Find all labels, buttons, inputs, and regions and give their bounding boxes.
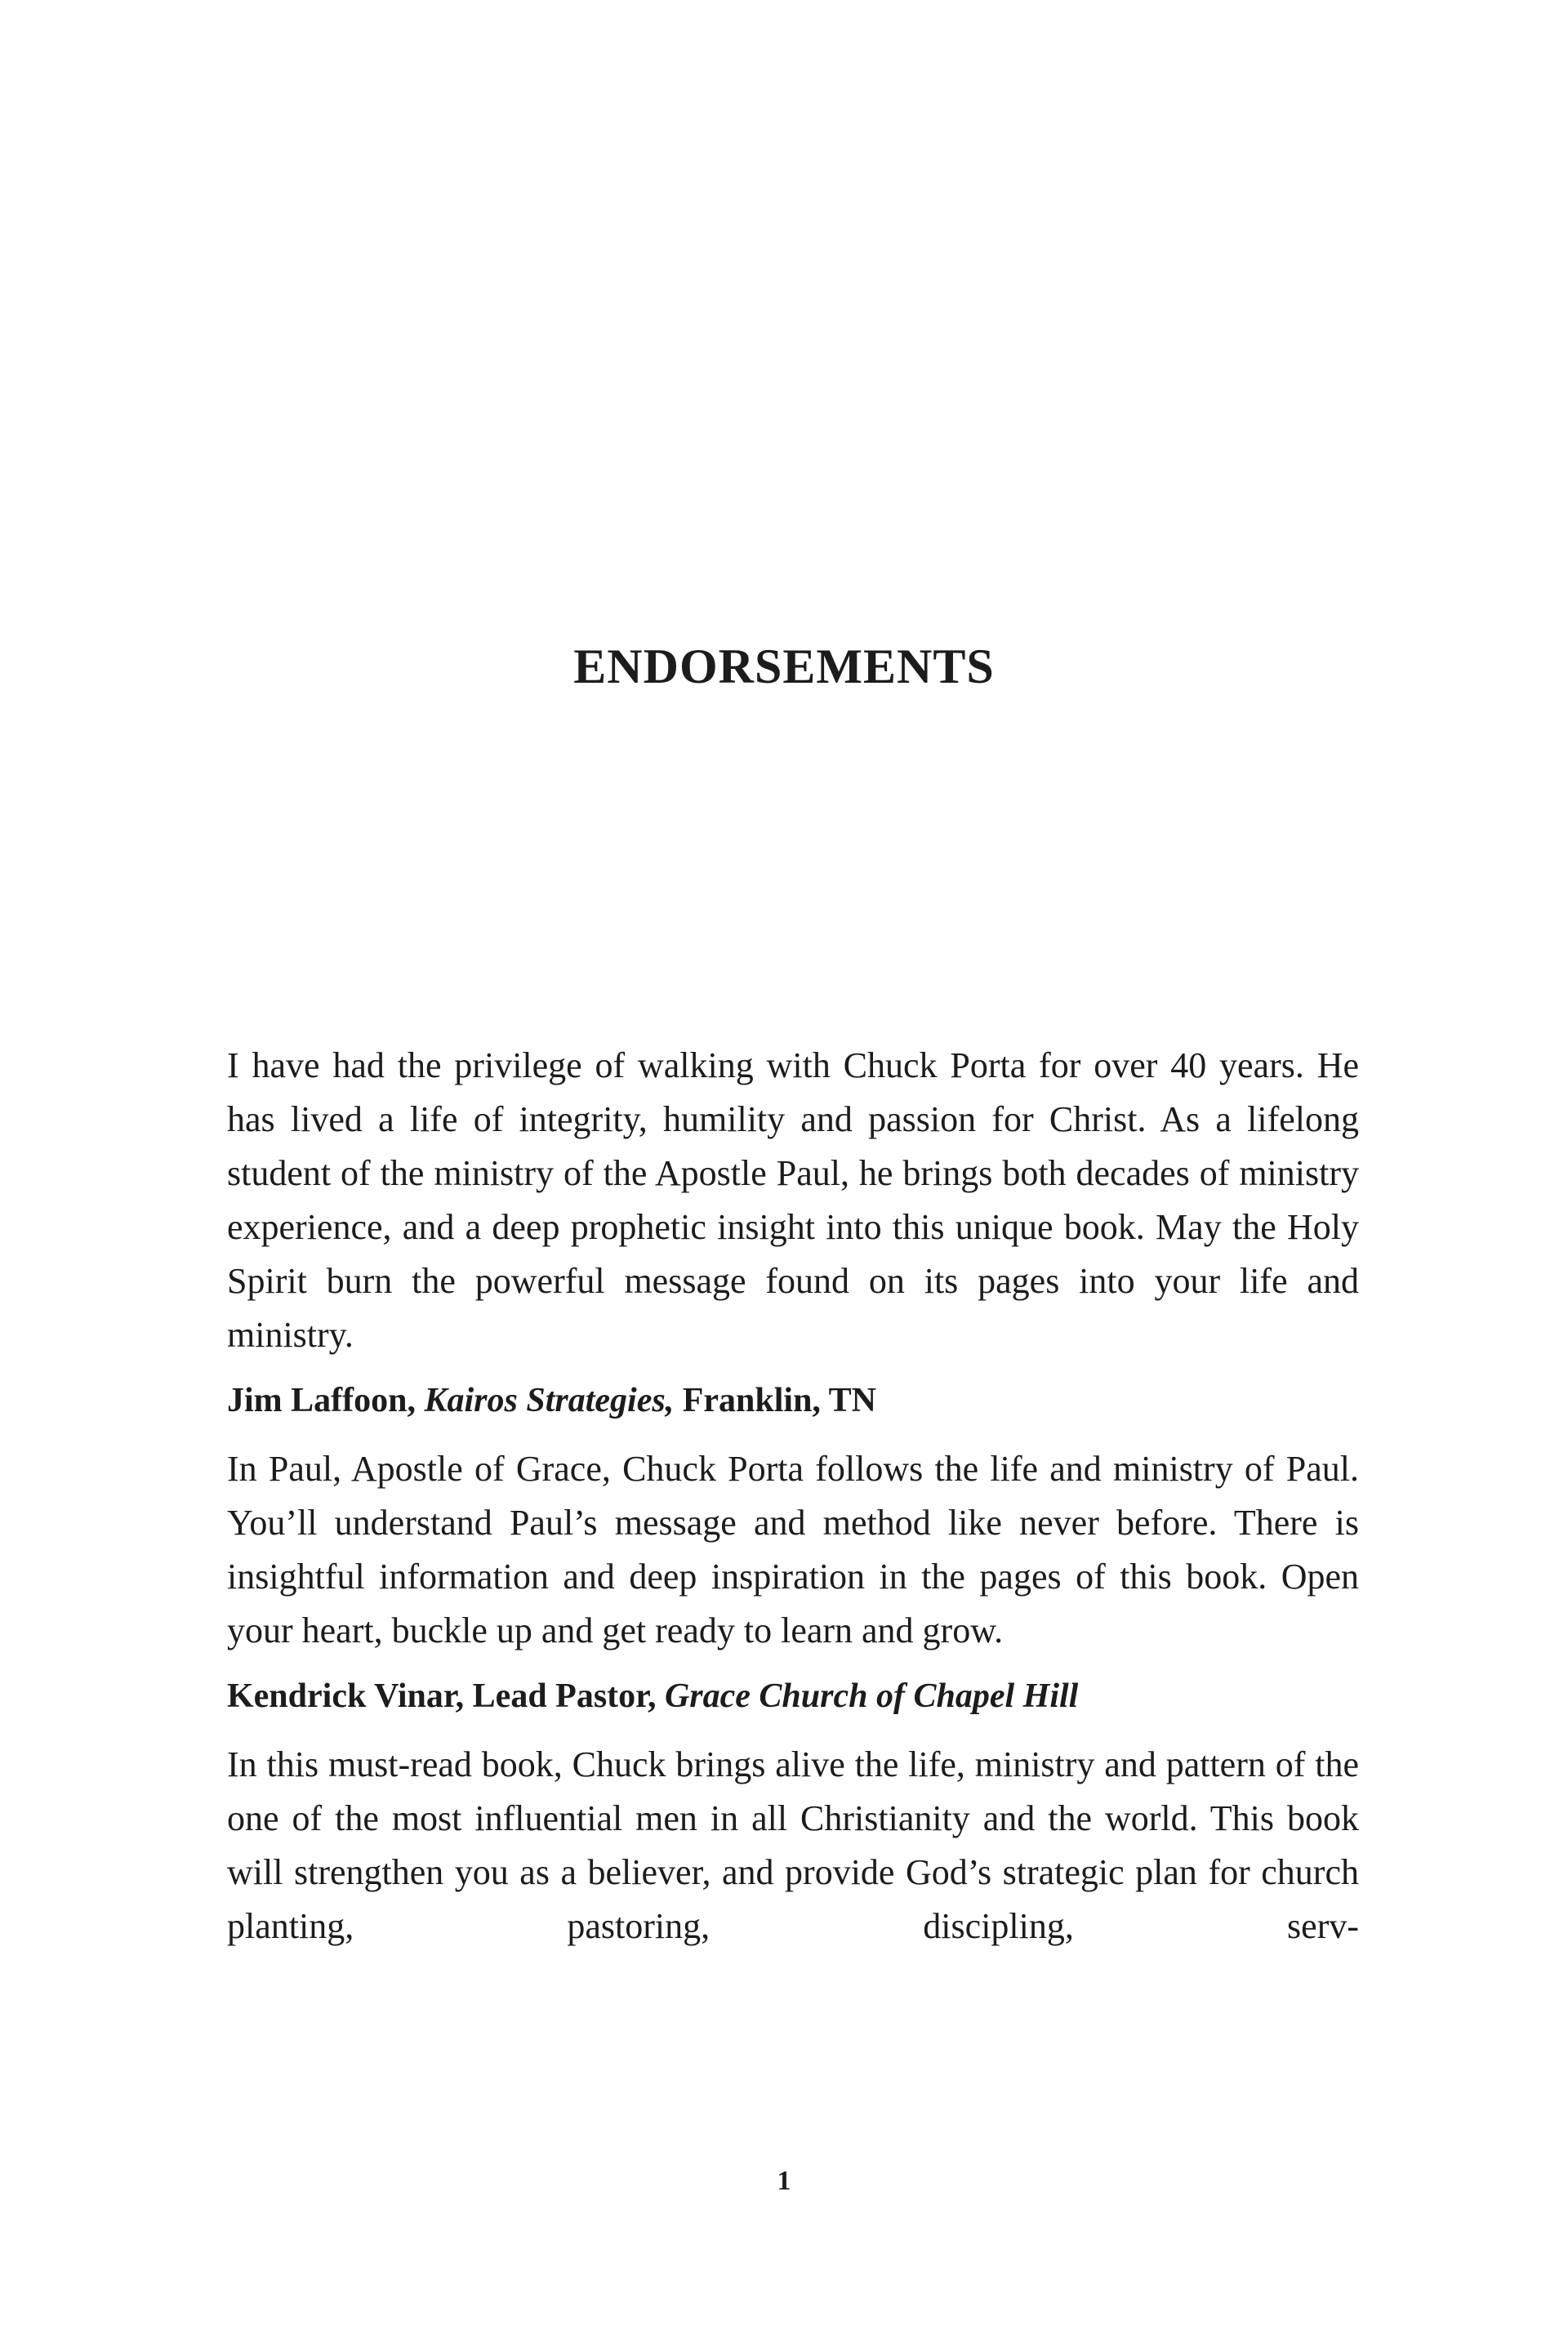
endorser-location: Franklin, TN — [682, 1382, 877, 1419]
endorsement-text: In this must-read book, Chuck brings alive the life, ministry and pattern of the one of the most influential men in all Christianity and the world. This book will strengthen you as a believer, and provide God’s strategic plan for church planting, pastoring, discipling, serv- — [227, 1744, 1359, 1946]
endorser-name: Jim Laffoon, — [227, 1382, 416, 1419]
endorser-organization: Kairos Strategies, — [424, 1382, 675, 1419]
page-title: ENDORSEMENTS — [573, 639, 995, 693]
endorsement-text: In Paul, Apostle of Grace, Chuck Porta follows the life and ministry of Paul. You’ll understand Paul’s message and method like never before. There is insightful information and deep inspiration in the pages of this book. Open your heart, buckle up and get ready to learn and grow. — [227, 1449, 1359, 1650]
endorser-name: Kendrick Vinar, Lead Pastor, — [227, 1677, 657, 1715]
endorsement-attribution — [227, 1669, 1359, 1723]
endorsements-body — [227, 1039, 1359, 1953]
page-number: 1 — [777, 2166, 791, 2196]
endorsement-attribution — [227, 1374, 1359, 1428]
endorsement-text: I have had the privilege of walking with Chuck Porta for over 40 years. He has lived a life of integrity, humility and passion for Christ. As a lifelong student of the ministry of the Apostle Paul, he brings both decades of ministry experience, and a deep prophetic insight into this unique book. May the Holy Spirit burn the powerful message found on its pages into your life and ministry. — [227, 1045, 1359, 1355]
endorser-organization: Grace Church of Chapel Hill — [664, 1677, 1079, 1715]
